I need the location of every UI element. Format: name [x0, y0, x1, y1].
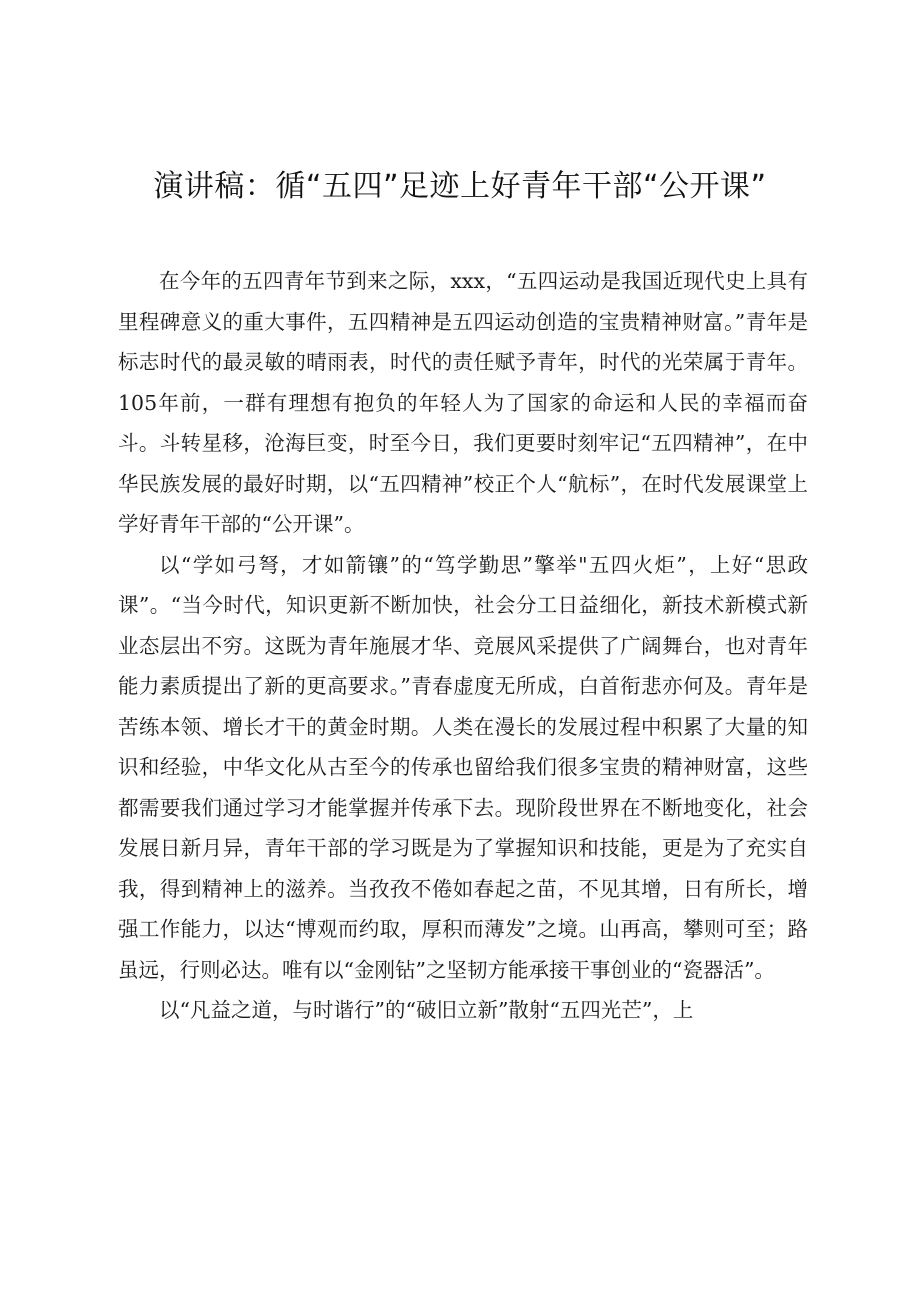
document-title: 演讲稿：循“五四”足迹上好青年干部“公开课” [153, 169, 767, 204]
document-body [118, 261, 808, 1031]
paragraph: 以“学如弓弩，才如箭镶”的“笃学勤思”擎举"五四火炬”，上好“思政课”。“当今时代，知识更新不断加快，社会分工日益细化，新技术新模式新业态层出不穷。这既为青年施展才华、竞展风采提供了广阔舞台，也对青年能力素质提出了新的更高要求。”青春虚度无所成，白首衔悲亦何及。青年是苦练本领、增长才干的黄金时期。人类在漫长的发展过程中积累了大量的知识和经验，中华文化从古至今的传承也留给我们很多宝贵的精神财富，这些都需要我们通过学习才能掌握并传承下去。现阶段世界在不断地变化，社会发展日新月异，青年干部的学习既是为了掌握知识和技能，更是为了充实自我，得到精神上的滋养。当孜孜不倦如春起之苗，不见其增，日有所长，增强工作能力，以达“博观而约取，厚积而薄发”之境。山再高，攀则可至；路虽远，行则必达。唯有以“金刚钻”之坚韧方能承接干事创业的“瓷器活”。 [118, 552, 808, 982]
paragraph: 以“凡益之道，与时谐行”的“破旧立新”散射“五四光芒”，上 [159, 998, 694, 1022]
paragraph: 在今年的五四青年节到来之际，xxx，“五四运动是我国近现代史上具有里程碑意义的重大事件，五四精神是五四运动创造的宝贵精神财富。”青年是标志时代的最灵敏的晴雨表，时代的责任赋予青年，时代的光荣属于青年。105年前，一群有理想有抱负的年轻人为了国家的命运和人民的幸福而奋斗。斗转星移，沧海巨变，时至今日，我们更要时刻牢记“五四精神”，在中华民族发展的最好时期，以“五四精神”校正个人“航标”，在时代发展课堂上学好青年干部的“公开课”。 [118, 269, 808, 536]
